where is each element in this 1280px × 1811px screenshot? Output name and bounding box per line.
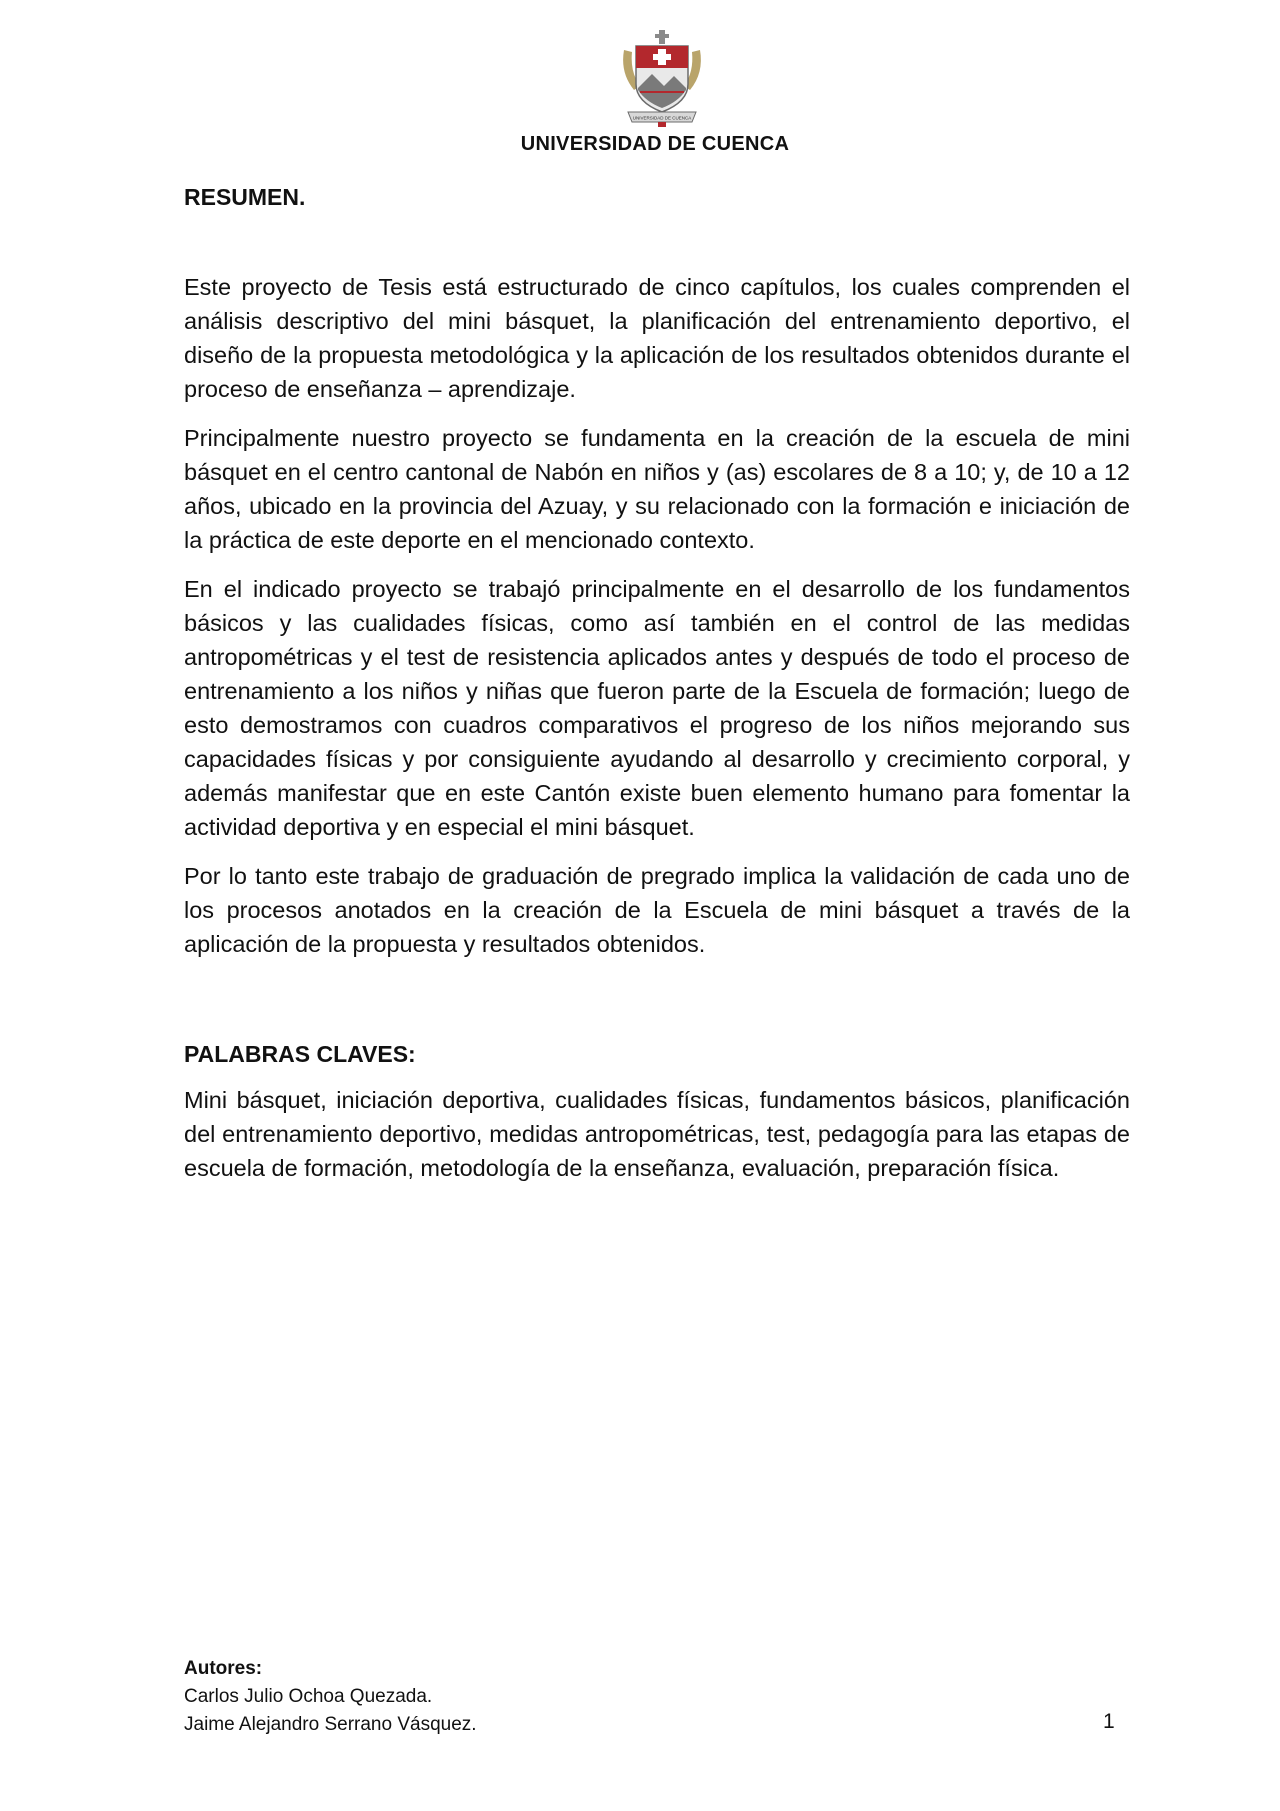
seal-ribbon-text: UNIVERSIDAD DE CUENCA bbox=[632, 115, 692, 121]
page-number: 1 bbox=[1103, 1710, 1115, 1733]
keywords-text: Mini básquet, iniciación deportiva, cualidades físicas, fundamentos básicos, planificación del entrenamiento deportivo, medidas antropométricas, test, pedagogía para las etapas de escuela de formación, metodología de la enseñanza, evaluación, preparación física. bbox=[184, 1087, 1130, 1181]
authors-label: Autores: bbox=[184, 1658, 263, 1679]
university-seal-icon bbox=[618, 28, 706, 128]
author-name: Jaime Alejandro Serrano Vásquez. bbox=[184, 1714, 477, 1735]
keywords-title: PALABRAS CLAVES: bbox=[184, 1041, 416, 1067]
resumen-title: RESUMEN. bbox=[184, 184, 306, 210]
resumen-paragraph-2: Principalmente nuestro proyecto se fundamenta en la creación de la escuela de mini básquet en el centro cantonal de Nabón en niños y (as) escolares de 8 a 10; y, de 10 a 12 años, ubicado en la provincia del Azuay, y su relacionado con la formación e iniciación de la práctica de este deporte en el mencionado contexto. bbox=[184, 425, 1130, 553]
author-name: Carlos Julio Ochoa Quezada. bbox=[184, 1686, 433, 1707]
resumen-paragraph-4: Por lo tanto este trabajo de graduación de pregrado implica la validación de cada uno de los procesos anotados en la creación de la Escuela de mini básquet a través de la aplicación de la propuesta y resultados obtenidos. bbox=[184, 863, 1130, 957]
page-footer bbox=[184, 1655, 1130, 1739]
document-body bbox=[184, 184, 1130, 1200]
resumen-paragraph-3: En el indicado proyecto se trabajó principalmente en el desarrollo de los fundamentos básicos y las cualidades físicas, como así también en el control de las medidas antropométricas y el test de resistencia aplicados antes y después de todo el proceso de entrenamiento a los niños y niñas que fueron parte de la Escuela de formación; luego de esto demostramos con cuadros comparativos el progreso de los niños mejorando sus capacidades físicas y por consiguiente ayudando al desarrollo y crecimiento corporal, y además manifestar que en este Cantón existe buen elemento humano para fomentar la actividad deportiva y en especial el mini básquet. bbox=[184, 576, 1130, 840]
resumen-paragraph-1: Este proyecto de Tesis está estructurado de cinco capítulos, los cuales comprenden el análisis descriptivo del mini básquet, la planificación del entrenamiento deportivo, el diseño de la propuesta metodológica y la aplicación de los resultados obtenidos durante el proceso de enseñanza – aprendizaje. bbox=[184, 274, 1130, 402]
university-header: UNIVERSIDAD DE CUENCA bbox=[520, 133, 790, 155]
